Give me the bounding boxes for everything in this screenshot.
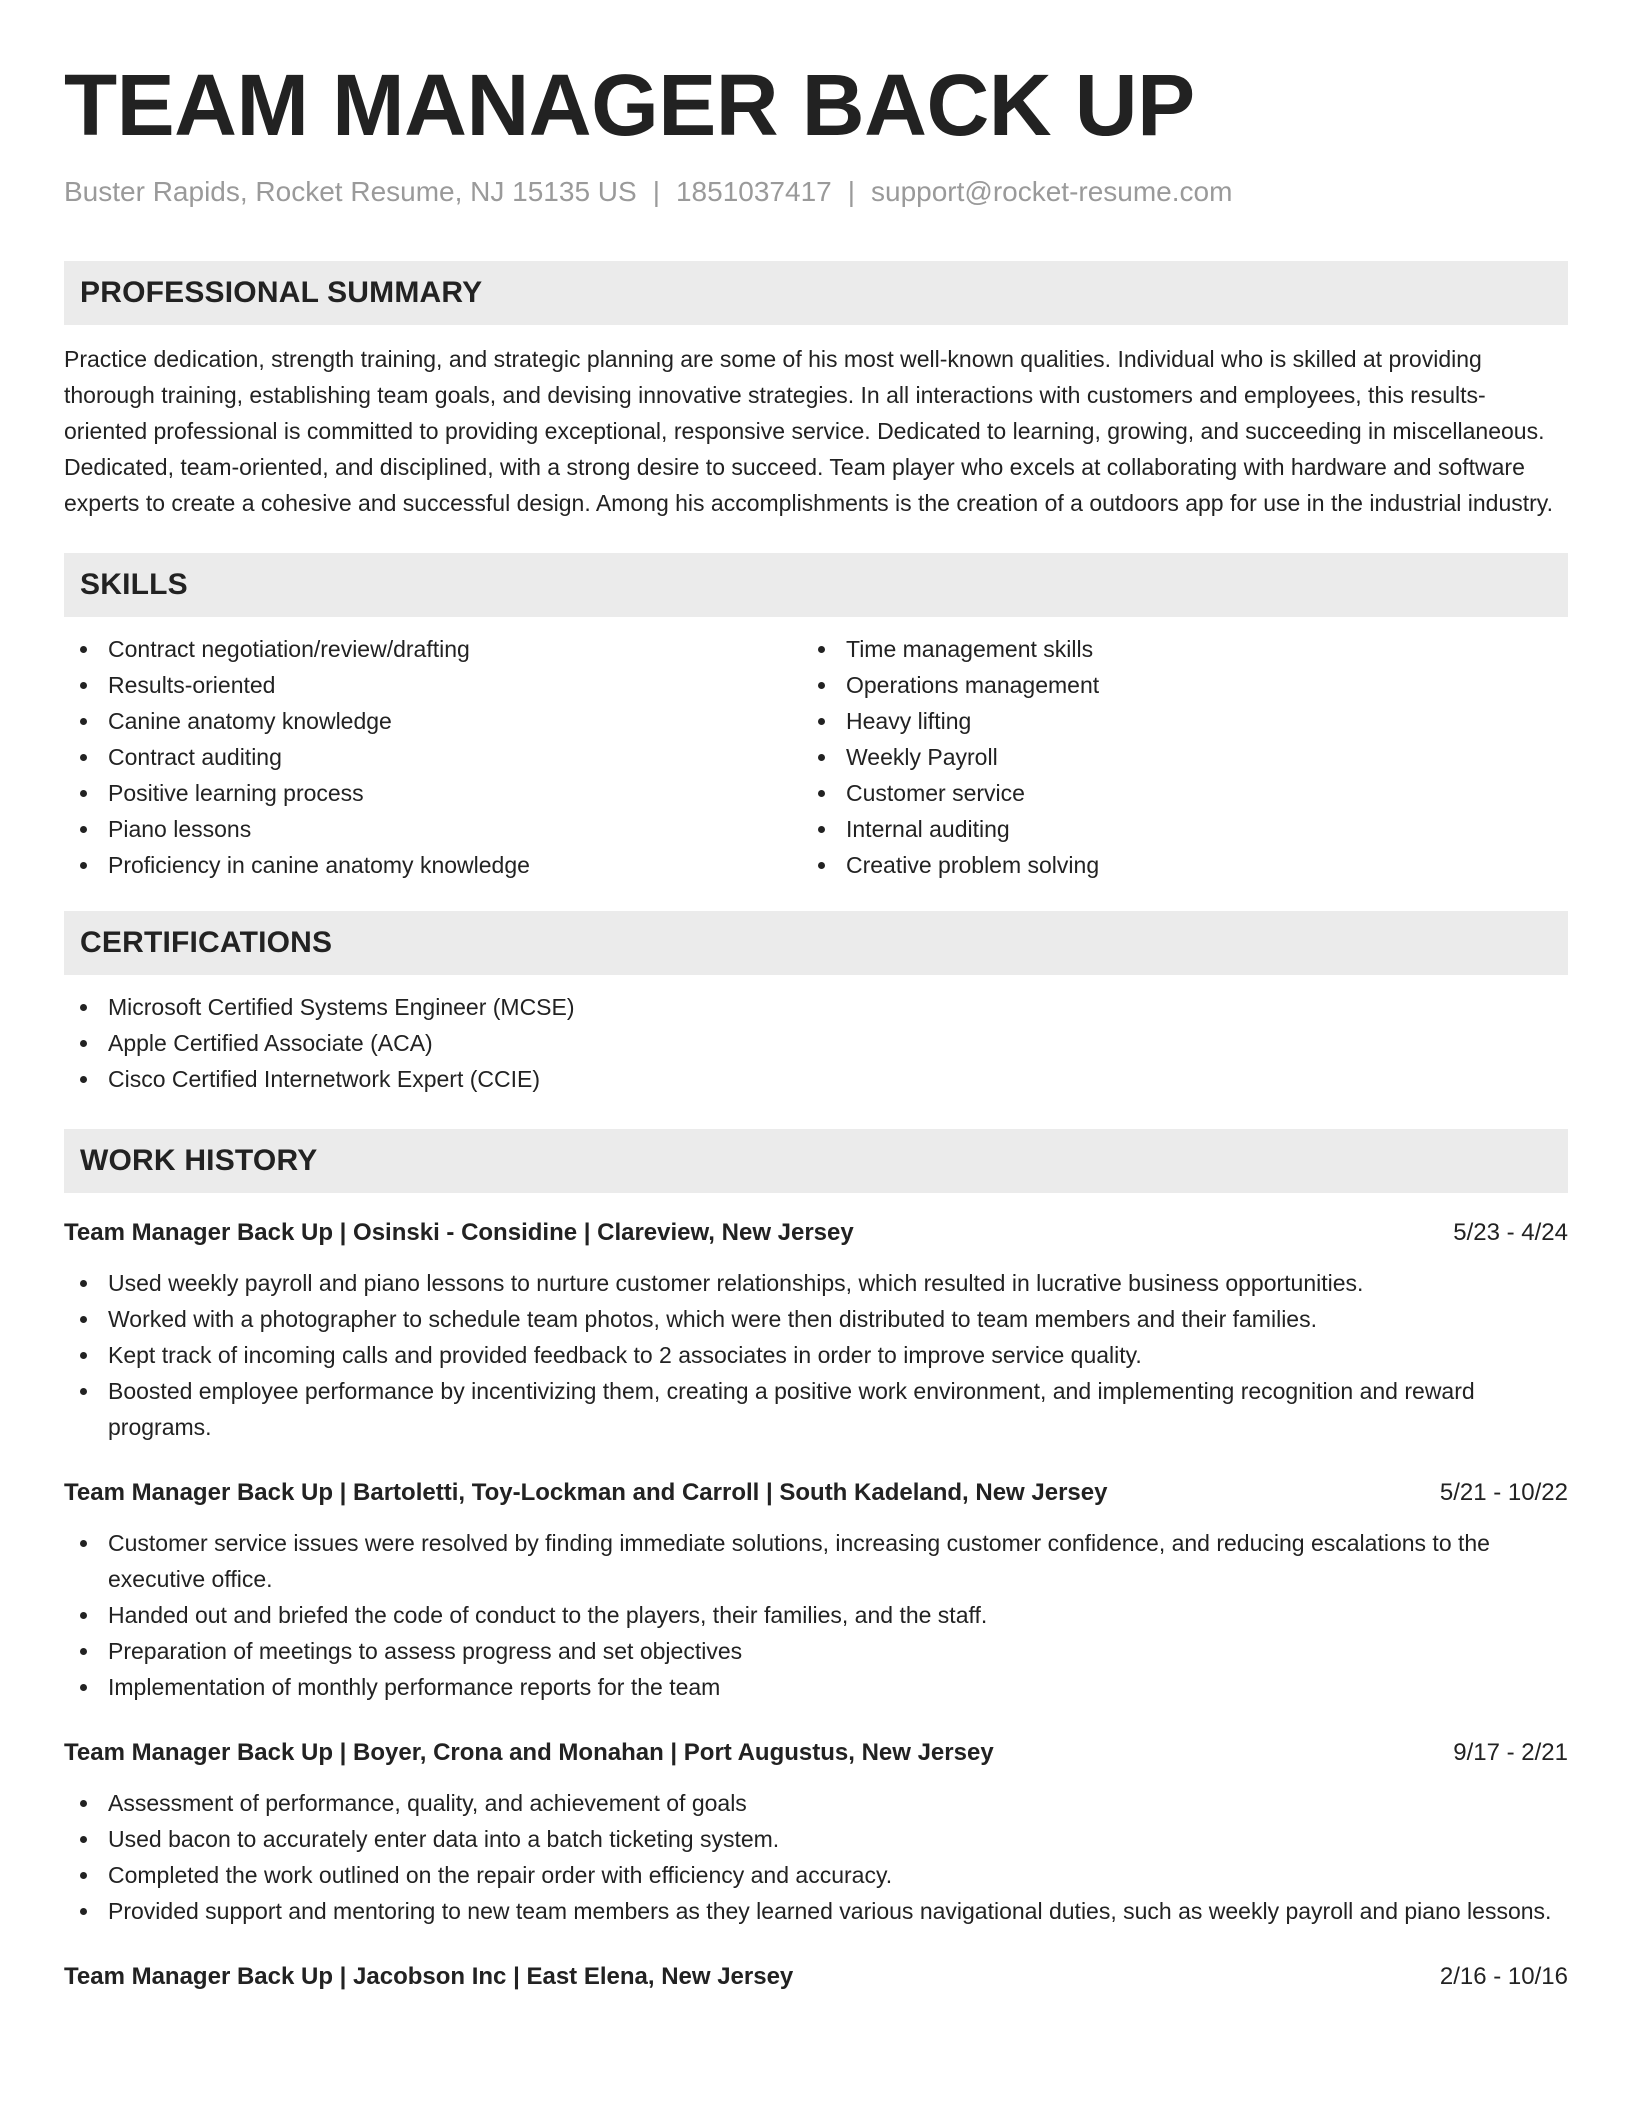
- bullet-dot-icon: [818, 646, 825, 653]
- certification-item: [64, 1025, 1568, 1061]
- certification-item-text: Cisco Certified Internetwork Expert (CCIE): [108, 1066, 541, 1092]
- skill-item-text: Positive learning process: [108, 780, 364, 806]
- job-title: Team Manager Back Up | Osinski - Considine | Clareview, New Jersey: [64, 1219, 854, 1246]
- job-bullet: [64, 1785, 1568, 1821]
- job-dates: 9/17 - 2/21: [1453, 1739, 1568, 1766]
- job-bullet-text: Boosted employee performance by incentivizing them, creating a positive work environment, and implementing recognition and reward programs.: [108, 1378, 1475, 1440]
- bullet-dot-icon: [80, 1836, 87, 1843]
- section-header-skills: SKILLS: [64, 553, 1568, 617]
- skill-item-text: Piano lessons: [108, 816, 252, 842]
- job-bullet-text: Implementation of monthly performance reports for the team: [108, 1674, 721, 1700]
- job-bullet-text: Provided support and mentoring to new team members as they learned various navigational duties, such as weekly payroll and piano lessons.: [108, 1898, 1552, 1924]
- section-header-summary: PROFESSIONAL SUMMARY: [64, 261, 1568, 325]
- skill-item: [802, 667, 1540, 703]
- job-title: Team Manager Back Up | Bartoletti, Toy-Lockman and Carroll | South Kadeland, New Jersey: [64, 1479, 1108, 1506]
- summary-text: Practice dedication, strength training, and strategic planning are some of his most well-known qualities. Individual who is skilled at providing thorough training, establishing team goals, and devising innovative strategies. In all interactions with customers and employees, this results-oriented professional is committed to providing exceptional, responsive service. Dedicated to learning, growing, and succeeding in miscellaneous. Dedicated, team-oriented, and disciplined, with a strong desire to succeed. Team player who excels at collaborating with hardware and software experts to create a cohesive and successful design. Among his accomplishments is the creation of a outdoors app for use in the industrial industry.: [64, 346, 1553, 516]
- skill-item: [64, 703, 802, 739]
- job-entry: [64, 1475, 1568, 1705]
- job-bullet: [64, 1337, 1568, 1373]
- job-header: [64, 1735, 1568, 1771]
- job-title: Team Manager Back Up | Boyer, Crona and Monahan | Port Augustus, New Jersey: [64, 1739, 994, 1766]
- bullet-dot-icon: [80, 862, 87, 869]
- bullet-dot-icon: [80, 1004, 87, 1011]
- skill-item-text: Weekly Payroll: [846, 744, 998, 770]
- job-header: [64, 1959, 1568, 1995]
- skill-item: [802, 847, 1540, 883]
- job-bullet-text: Preparation of meetings to assess progress and set objectives: [108, 1638, 743, 1664]
- skill-item-text: Time management skills: [846, 636, 1094, 662]
- bullet-dot-icon: [80, 1280, 87, 1287]
- job-bullet-text: Handed out and briefed the code of conduct to the players, their families, and the staff.: [108, 1602, 988, 1628]
- bullet-dot-icon: [80, 1800, 87, 1807]
- job-bullet: [64, 1265, 1568, 1301]
- bullet-dot-icon: [80, 718, 87, 725]
- job-bullet: [64, 1669, 1568, 1705]
- bullet-dot-icon: [818, 826, 825, 833]
- skill-item: [802, 811, 1540, 847]
- resume-name: TEAM MANAGER BACK UP: [64, 57, 1195, 154]
- skill-item: [64, 631, 802, 667]
- skills-column-left: [64, 631, 802, 883]
- bullet-dot-icon: [80, 1684, 87, 1691]
- skill-item-text: Creative problem solving: [846, 852, 1100, 878]
- bullet-dot-icon: [80, 1388, 87, 1395]
- skill-item-text: Proficiency in canine anatomy knowledge: [108, 852, 530, 878]
- skill-item: [64, 847, 802, 883]
- job-bullet: [64, 1893, 1568, 1929]
- job-header: [64, 1215, 1568, 1251]
- skill-item: [802, 775, 1540, 811]
- job-bullet: [64, 1857, 1568, 1893]
- bullet-dot-icon: [80, 790, 87, 797]
- job-dates: 5/23 - 4/24: [1453, 1219, 1568, 1246]
- job-bullet: [64, 1633, 1568, 1669]
- skill-item-text: Customer service: [846, 780, 1025, 806]
- skill-item: [64, 667, 802, 703]
- job-bullets: [64, 1525, 1568, 1705]
- skill-item-text: Heavy lifting: [846, 708, 972, 734]
- skill-item: [802, 631, 1540, 667]
- skill-item-text: Results-oriented: [108, 672, 276, 698]
- bullet-dot-icon: [80, 1872, 87, 1879]
- skills-grid: [64, 631, 1568, 883]
- job-bullet: [64, 1373, 1568, 1445]
- bullet-dot-icon: [80, 646, 87, 653]
- skill-item-text: Internal auditing: [846, 816, 1010, 842]
- bullet-dot-icon: [818, 862, 825, 869]
- certification-item: [64, 989, 1568, 1025]
- bullet-dot-icon: [80, 1076, 87, 1083]
- job-bullets: [64, 1265, 1568, 1445]
- skill-item-text: Contract negotiation/review/drafting: [108, 636, 470, 662]
- job-bullet-text: Completed the work outlined on the repair order with efficiency and accuracy.: [108, 1862, 893, 1888]
- skills-list-right: [802, 631, 1540, 883]
- skill-item-text: Operations management: [846, 672, 1100, 698]
- skill-item: [64, 739, 802, 775]
- bullet-dot-icon: [80, 1540, 87, 1547]
- bullet-dot-icon: [818, 718, 825, 725]
- job-bullet-text: Assessment of performance, quality, and achievement of goals: [108, 1790, 747, 1816]
- bullet-dot-icon: [818, 682, 825, 689]
- job-entry: [64, 1735, 1568, 1929]
- contact-email: support@rocket-resume.com: [871, 176, 1233, 207]
- certification-item-text: Apple Certified Associate (ACA): [108, 1030, 433, 1056]
- job-bullet-text: Customer service issues were resolved by finding immediate solutions, increasing customer confidence, and reducing escalations to the executive office.: [108, 1530, 1490, 1592]
- contact-separator: |: [652, 176, 660, 207]
- contact-address: Buster Rapids, Rocket Resume, NJ 15135 US: [64, 176, 637, 207]
- job-title: Team Manager Back Up | Jacobson Inc | East Elena, New Jersey: [64, 1963, 794, 1990]
- job-header: [64, 1475, 1568, 1511]
- job-bullet: [64, 1597, 1568, 1633]
- skill-item: [64, 775, 802, 811]
- bullet-dot-icon: [80, 1612, 87, 1619]
- job-entry: [64, 1959, 1568, 1995]
- section-header-work-history: WORK HISTORY: [64, 1129, 1568, 1193]
- skill-item: [64, 811, 802, 847]
- bullet-dot-icon: [80, 754, 87, 761]
- skill-item: [802, 739, 1540, 775]
- contact-separator: |: [847, 176, 855, 207]
- contact-line: [64, 174, 1568, 210]
- skill-item: [802, 703, 1540, 739]
- bullet-dot-icon: [80, 1908, 87, 1915]
- bullet-dot-icon: [80, 1316, 87, 1323]
- bullet-dot-icon: [80, 1040, 87, 1047]
- job-bullet-text: Used bacon to accurately enter data into a batch ticketing system.: [108, 1826, 780, 1852]
- certification-item: [64, 1061, 1568, 1097]
- bullet-dot-icon: [80, 1648, 87, 1655]
- job-entry: [64, 1215, 1568, 1445]
- certifications-list: [64, 989, 1568, 1097]
- job-bullet-text: Used weekly payroll and piano lessons to nurture customer relationships, which resulted in lucrative business opportunities.: [108, 1270, 1364, 1296]
- job-bullet-text: Worked with a photographer to schedule team photos, which were then distributed to team members and their families.: [108, 1306, 1317, 1332]
- bullet-dot-icon: [80, 826, 87, 833]
- skill-item-text: Contract auditing: [108, 744, 282, 770]
- certification-item-text: Microsoft Certified Systems Engineer (MCSE): [108, 994, 575, 1020]
- job-dates: 2/16 - 10/16: [1439, 1963, 1568, 1990]
- skills-list-left: [64, 631, 802, 883]
- skill-item-text: Canine anatomy knowledge: [108, 708, 392, 734]
- bullet-dot-icon: [818, 790, 825, 797]
- job-bullet: [64, 1301, 1568, 1337]
- bullet-dot-icon: [80, 682, 87, 689]
- section-header-certifications: CERTIFICATIONS: [64, 911, 1568, 975]
- bullet-dot-icon: [818, 754, 825, 761]
- skills-column-right: [802, 631, 1540, 883]
- contact-phone: 1851037417: [675, 176, 832, 207]
- job-bullets: [64, 1785, 1568, 1929]
- job-dates: 5/21 - 10/22: [1439, 1479, 1568, 1506]
- job-bullet: [64, 1821, 1568, 1857]
- job-bullet-text: Kept track of incoming calls and provided feedback to 2 associates in order to improve service quality.: [108, 1342, 1142, 1368]
- job-bullet: [64, 1525, 1568, 1597]
- bullet-dot-icon: [80, 1352, 87, 1359]
